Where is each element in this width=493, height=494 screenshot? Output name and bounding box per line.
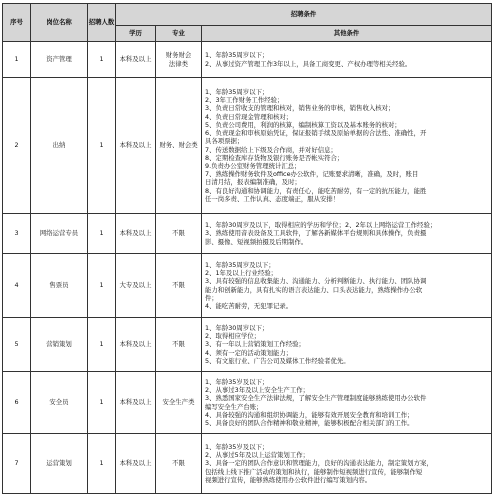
table-row: [3, 318, 492, 372]
header-major: 专业: [156, 26, 202, 42]
condition-line: 4、具备较强的沟通和组织协调能力，能够有效开展安全教育和培训工作；: [205, 410, 414, 419]
condition-line: 任一岗多责、工作认真、态度端正，服从安排！: [205, 194, 340, 203]
seq-cell: 1: [3, 42, 31, 78]
other-conditions-cell: [202, 214, 492, 254]
condition-line: 4、须有一定的活动策划能力；: [205, 348, 293, 357]
count-cell: 1: [88, 434, 116, 494]
major-text: 不限: [172, 281, 185, 290]
major-cell: [156, 434, 202, 494]
major-text: 不限: [172, 229, 185, 238]
major-cell: [156, 214, 202, 254]
condition-line: 1、年龄30周岁及以下，取得相应的学历和学位；2、2年以上网络运营工作经验；: [205, 221, 437, 230]
other-conditions-cell: [202, 78, 492, 214]
count-cell: 1: [88, 78, 116, 214]
major-cell: [156, 254, 202, 318]
condition-line: 具各项票据；: [205, 137, 244, 146]
condition-line: 7、熟练操作财务软件及office办公软件，记账要求清晰，准确，及时，账目: [205, 170, 419, 179]
condition-line: 1、年龄35岁及以下；: [205, 377, 269, 386]
condition-line: 8、定期检查库存货物及银行账务是否帐实符合；: [205, 153, 344, 162]
condition-line: 1、年龄35周岁及以下；: [205, 260, 275, 269]
major-cell: [156, 42, 202, 78]
major-text: 财务、财会类: [159, 141, 198, 150]
condition-line: 8、有良好沟通和协调能力，有责任心，能吃苦耐劳，有一定的抗压能力，能胜: [205, 186, 427, 195]
condition-line: 3、具有较强的信息收集能力、沟通能力、分析判断能力、执行能力、团队协调: [205, 277, 427, 286]
education-cell: 本科及以上: [116, 372, 156, 434]
condition-line: 3、有一年以上营销策划工作经验；: [205, 340, 305, 349]
table-row: [3, 42, 492, 78]
seq-cell: 5: [3, 318, 31, 372]
position-cell: 售票员: [31, 254, 88, 318]
count-cell: 1: [88, 372, 116, 434]
condition-line: 日清月结，报表编制准确，及时；: [205, 178, 301, 187]
condition-line: 5、负责公司费用，利润的核算，编制核算工资以及基本账务的核对；: [205, 120, 401, 129]
major-cell: [156, 318, 202, 372]
condition-line: 2、取得相应学位；: [205, 332, 261, 341]
condition-line: 2、从事过5年及以上运营策划工作；: [205, 451, 309, 460]
condition-line: 2、1年及以上行业经验；: [205, 269, 278, 278]
other-conditions-cell: [202, 254, 492, 318]
condition-line: 包括线上线下推广活动的策划和执行，能够制作短视频进行宣传，能够制作短: [205, 467, 423, 476]
education-cell: 本科及以上: [116, 318, 156, 372]
position-cell: 出纳: [31, 78, 88, 214]
header-other: 其他条件: [202, 26, 492, 42]
header-education: 学历: [116, 26, 156, 42]
condition-line: 2、3年工作财务工作经验；: [205, 96, 284, 105]
table-row: [3, 254, 492, 318]
seq-cell: 3: [3, 214, 31, 254]
education-cell: 大专及以上: [116, 254, 156, 318]
education-cell: 本科及以上: [116, 78, 156, 214]
condition-line: 影、摄像、短视频拍摄及后期制作。: [205, 237, 308, 246]
condition-line: 3、熟练使用音表设备及工具软件，了解各新媒体平台规则和具体操作，负责摄: [205, 229, 427, 238]
major-cell: [156, 372, 202, 434]
major-text: 法律类: [168, 59, 189, 68]
condition-line: 2、从事过3年及以上安全生产工作；: [205, 386, 309, 395]
other-conditions-cell: [202, 42, 492, 78]
table-row: [3, 372, 492, 434]
major-text: 不限: [172, 459, 185, 468]
condition-line: 视频进行宣传，能够熟练使用办公软件进行编写策划内容。: [205, 475, 372, 484]
major-text: 不限: [172, 340, 185, 349]
other-conditions-cell: [202, 372, 492, 434]
table-row: [3, 434, 492, 494]
condition-line: 3、熟悉国家安全生产法律法规，了解安全生产管理制度能够熟练使用办公软件: [205, 394, 427, 403]
education-cell: 本科及以上: [116, 42, 156, 78]
position-cell: 运营策划: [31, 434, 88, 494]
condition-line: 5、具备良好的团队合作精神和敬业精神，能够积极配合相关部门的工作。: [205, 418, 414, 427]
position-cell: 资产管理: [31, 42, 88, 78]
count-cell: 1: [88, 214, 116, 254]
recruitment-table: [2, 3, 492, 494]
count-cell: 1: [88, 254, 116, 318]
condition-line: 4、负责日常现金管理和核对；: [205, 112, 293, 121]
condition-line: 6、负责现金和审核原始凭证，保证报销手续及原始单据的合法性、准确性，开: [205, 129, 427, 138]
condition-line: 7、传送数据给上下级及合作商，并对好信息；: [205, 145, 337, 154]
condition-line: 3、具备一定的团队合作意识和管理能力，良好的沟通表达能力，制定策划方案，: [205, 459, 433, 468]
condition-line: 1、年龄35岁及以下；: [205, 442, 269, 451]
education-cell: 本科及以上: [116, 214, 156, 254]
seq-cell: 2: [3, 78, 31, 214]
condition-line: 4、能吃苦耐劳，无犯罪记录。: [205, 301, 293, 310]
condition-line: 9.负责办公室财务管理统计汇总；: [205, 161, 301, 170]
seq-cell: 7: [3, 434, 31, 494]
count-cell: 1: [88, 318, 116, 372]
position-cell: 安全员: [31, 372, 88, 434]
table-row: [3, 78, 492, 214]
major-text: 安全生产类: [162, 398, 195, 407]
condition-line: 2、从事过资产管理工作3年以上，具备工商变更、产权办理等相关经验。: [205, 59, 412, 68]
header-seq: 序号: [3, 4, 31, 42]
header-conditions: 招聘条件: [116, 4, 492, 26]
seq-cell: 4: [3, 254, 31, 318]
condition-line: 能力和创新能力，具有扎实的语言表达能力、口头表达能力，熟练操作办公软: [205, 285, 423, 294]
table-row: [3, 214, 492, 254]
condition-line: 1、年龄35周岁以下；: [205, 51, 269, 60]
major-cell: [156, 78, 202, 214]
header-recruit-count: 招聘人数: [88, 4, 116, 42]
condition-line: 1、年龄35周岁以下；: [205, 88, 269, 97]
major-text: 财务财会: [165, 51, 192, 60]
count-cell: 1: [88, 42, 116, 78]
education-cell: 本科及以上: [116, 434, 156, 494]
condition-line: 1、年龄30周岁以下；: [205, 323, 269, 332]
condition-line: 5、有文旅行业、广告公司及媒体工作经验者优先。: [205, 356, 350, 365]
condition-line: 件；: [205, 293, 218, 302]
other-conditions-cell: [202, 434, 492, 494]
other-conditions-cell: [202, 318, 492, 372]
condition-line: 编写安全生产台账；: [205, 402, 263, 411]
position-cell: 网络运营专员: [31, 214, 88, 254]
condition-line: 3、负责日常收支的管理和核对，销售业务的审核，销售收入核对；: [205, 104, 395, 113]
seq-cell: 6: [3, 372, 31, 434]
position-cell: 营销策划: [31, 318, 88, 372]
header-position: 岗位名称: [31, 4, 88, 42]
